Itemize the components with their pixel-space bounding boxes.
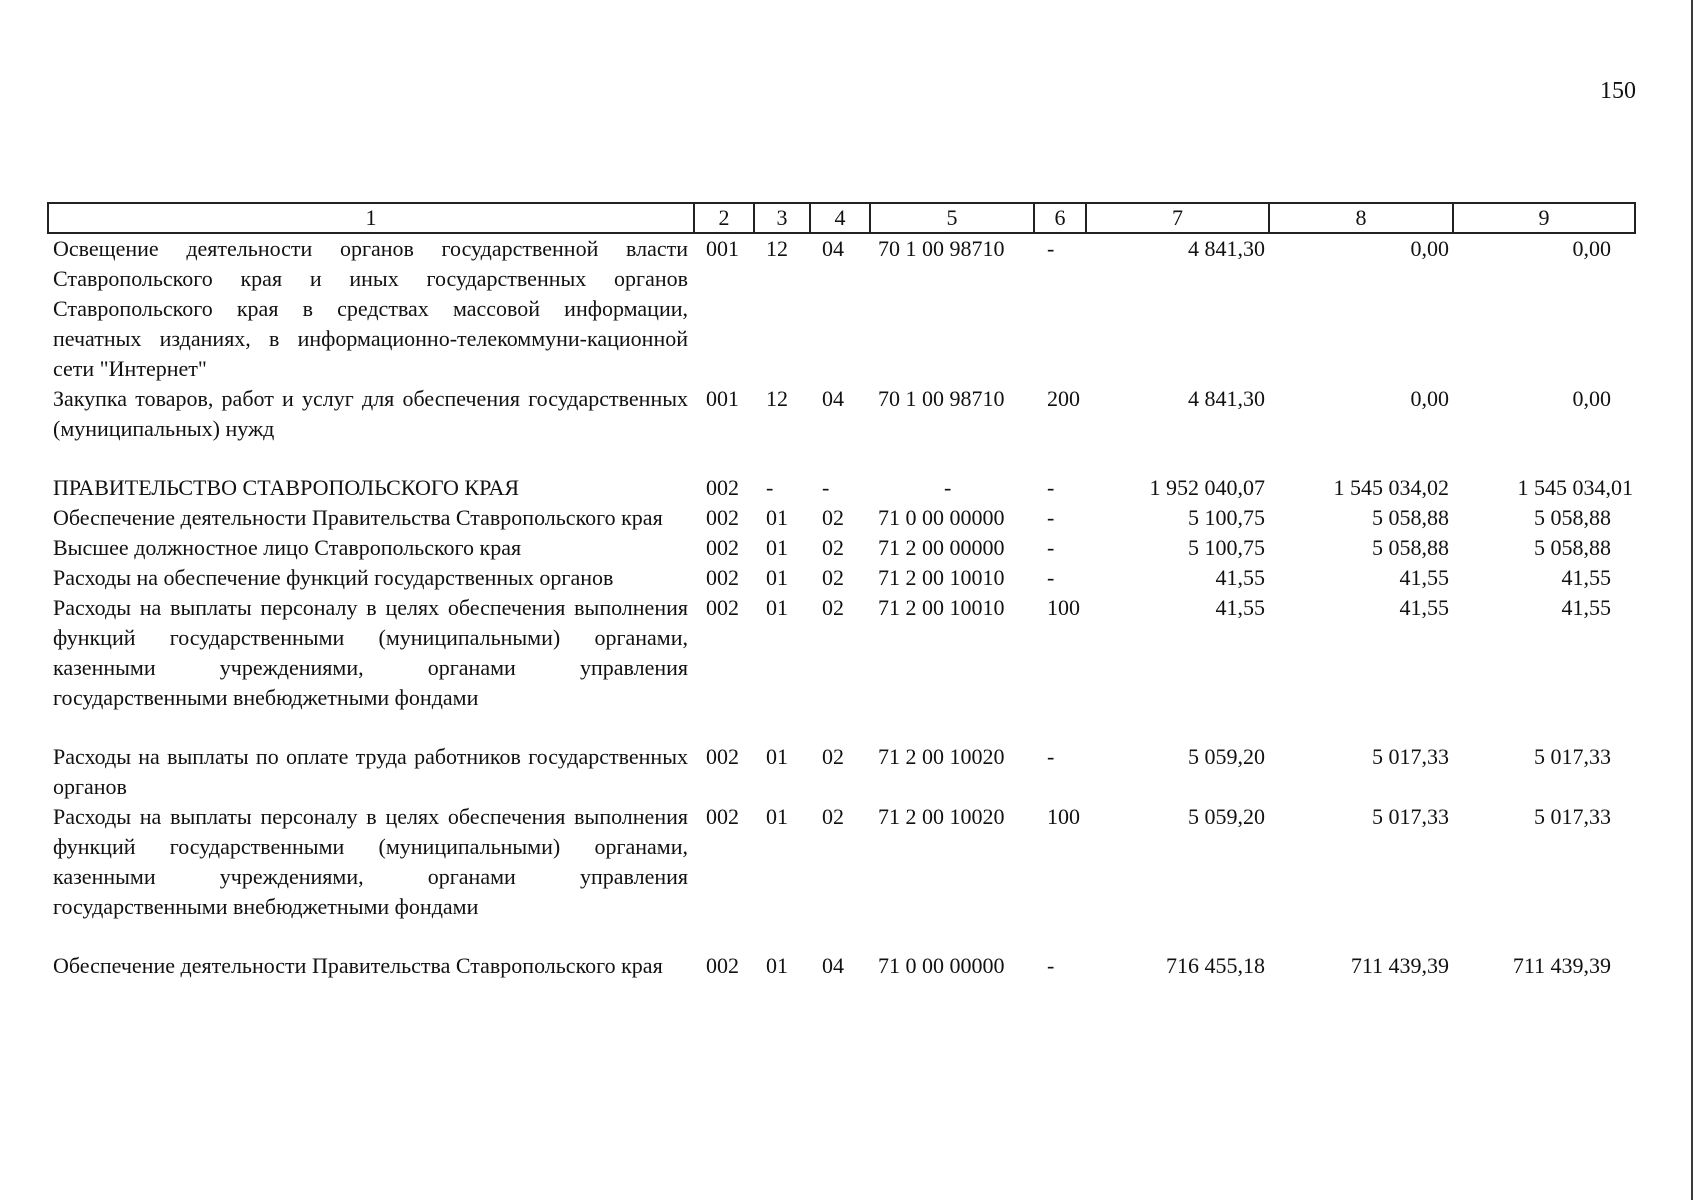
cell-code-2: 002 <box>706 535 739 560</box>
column-header: 9 <box>1453 203 1635 233</box>
cell-code-6: - <box>1047 236 1055 261</box>
row-name: Обеспечение деятельности Правительства Ставропольского края <box>53 953 663 978</box>
table-row <box>48 802 1635 951</box>
cell-amount-7: 41,55 <box>1215 565 1265 590</box>
cell-code-5: 71 2 00 00000 <box>878 535 1005 560</box>
cell-code-6: - <box>1047 535 1055 560</box>
cell-amount-9: 1 545 034,01 <box>1517 475 1633 500</box>
row-name: Освещение деятельности органов государственной власти Ставропольского края и иных государственных органов Ставропольского края в средствах массовой информации, печатных изданиях, в информационно-телекоммуни-кационной сети "Интернет" <box>53 236 688 381</box>
cell-code-3: 01 <box>766 953 788 978</box>
cell-code-4: 02 <box>822 535 844 560</box>
cell-code-4: 02 <box>822 565 844 590</box>
column-header: 4 <box>810 203 870 233</box>
cell-amount-8: 41,55 <box>1399 565 1449 590</box>
cell-amount-7: 5 059,20 <box>1188 744 1265 769</box>
cell-code-5: 71 2 00 10010 <box>878 595 1005 620</box>
cell-code-2: 002 <box>706 744 739 769</box>
cell-code-6: - <box>1047 953 1055 978</box>
cell-code-5: 70 1 00 98710 <box>878 386 1005 411</box>
table-row <box>48 384 1635 473</box>
cell-amount-8: 5 058,88 <box>1372 535 1449 560</box>
row-name: Высшее должностное лицо Ставропольского края <box>53 535 522 560</box>
table-row <box>48 533 1635 563</box>
row-name: Расходы на выплаты персоналу в целях обеспечения выполнения функций государственными (муниципальными) органами, казенными учреждениями, органами управления государственными внебюджетными фондами <box>53 804 688 919</box>
cell-amount-7: 4 841,30 <box>1188 236 1265 261</box>
page-number: 150 <box>1600 78 1636 104</box>
cell-code-6: - <box>1047 475 1055 500</box>
cell-amount-8: 5 058,88 <box>1372 505 1449 530</box>
cell-amount-8: 711 439,39 <box>1350 953 1449 978</box>
cell-code-5: 71 2 00 10020 <box>878 804 1005 829</box>
cell-amount-7: 4 841,30 <box>1188 386 1265 411</box>
cell-code-2: 002 <box>706 475 739 500</box>
cell-code-2: 001 <box>706 236 739 261</box>
cell-code-3: 01 <box>766 565 788 590</box>
cell-code-5: 70 1 00 98710 <box>878 236 1005 261</box>
cell-amount-8: 5 017,33 <box>1372 804 1449 829</box>
cell-code-2: 001 <box>706 386 739 411</box>
cell-amount-9: 0,00 <box>1572 236 1611 261</box>
cell-code-6: 100 <box>1047 595 1080 620</box>
cell-code-3: 01 <box>766 804 788 829</box>
cell-amount-7: 1 952 040,07 <box>1149 475 1265 500</box>
scan-edge-line <box>1691 0 1693 1200</box>
cell-code-4: - <box>822 475 830 500</box>
row-name: Расходы на выплаты персоналу в целях обеспечения выполнения функций государственными (муниципальными) органами, казенными учреждениями, органами управления государственными внебюджетными фондами <box>53 595 688 710</box>
row-name: Расходы на обеспечение функций государственных органов <box>53 565 614 590</box>
cell-amount-8: 0,00 <box>1410 386 1449 411</box>
cell-code-3: - <box>766 475 774 500</box>
cell-code-3: 01 <box>766 595 788 620</box>
cell-code-5: 71 2 00 10020 <box>878 744 1005 769</box>
cell-amount-7: 716 455,18 <box>1166 953 1265 978</box>
cell-code-2: 002 <box>706 505 739 530</box>
cell-code-4: 02 <box>822 595 844 620</box>
row-name: ПРАВИТЕЛЬСТВО СТАВРОПОЛЬСКОГО КРАЯ <box>53 475 520 500</box>
cell-code-3: 01 <box>766 505 788 530</box>
table-row <box>48 473 1635 503</box>
cell-code-5: 71 0 00 00000 <box>878 505 1005 530</box>
cell-code-3: 01 <box>766 744 788 769</box>
column-header: 3 <box>754 203 810 233</box>
cell-code-6: 100 <box>1047 804 1080 829</box>
cell-code-4: 04 <box>822 236 844 261</box>
table-row <box>48 503 1635 533</box>
column-header: 1 <box>48 203 694 233</box>
cell-amount-7: 5 100,75 <box>1188 505 1265 530</box>
cell-code-5: 71 2 00 10010 <box>878 565 1005 590</box>
cell-code-3: 01 <box>766 535 788 560</box>
cell-amount-8: 41,55 <box>1399 595 1449 620</box>
cell-code-2: 002 <box>706 595 739 620</box>
cell-code-6: - <box>1047 744 1055 769</box>
cell-code-6: 200 <box>1047 386 1080 411</box>
row-name: Расходы на выплаты по оплате труда работников государственных органов <box>53 744 688 799</box>
table-row <box>48 563 1635 593</box>
cell-amount-8: 5 017,33 <box>1372 744 1449 769</box>
table-row <box>48 233 1635 384</box>
cell-code-6: - <box>1047 565 1055 590</box>
table-row <box>48 951 1635 981</box>
cell-code-4: 02 <box>822 505 844 530</box>
cell-amount-9: 711 439,39 <box>1512 953 1611 978</box>
cell-code-4: 04 <box>822 953 844 978</box>
cell-amount-9: 5 017,33 <box>1534 804 1611 829</box>
cell-code-2: 002 <box>706 804 739 829</box>
cell-code-3: 12 <box>766 386 788 411</box>
column-header: 2 <box>694 203 754 233</box>
column-header: 5 <box>870 203 1034 233</box>
cell-amount-9: 5 017,33 <box>1534 744 1611 769</box>
cell-amount-9: 0,00 <box>1572 386 1611 411</box>
cell-code-2: 002 <box>706 953 739 978</box>
column-header: 7 <box>1086 203 1269 233</box>
budget-table <box>47 202 1636 981</box>
cell-amount-9: 41,55 <box>1561 565 1611 590</box>
table-row <box>48 593 1635 742</box>
cell-code-4: 02 <box>822 804 844 829</box>
cell-code-6: - <box>1047 505 1055 530</box>
cell-code-2: 002 <box>706 565 739 590</box>
cell-amount-9: 41,55 <box>1561 595 1611 620</box>
row-name: Обеспечение деятельности Правительства Ставропольского края <box>53 505 663 530</box>
cell-code-3: 12 <box>766 236 788 261</box>
cell-code-4: 04 <box>822 386 844 411</box>
cell-amount-8: 0,00 <box>1410 236 1449 261</box>
column-header: 8 <box>1269 203 1453 233</box>
row-name: Закупка товаров, работ и услуг для обеспечения государственных (муниципальных) нужд <box>53 386 688 441</box>
cell-amount-9: 5 058,88 <box>1534 535 1611 560</box>
cell-amount-8: 1 545 034,02 <box>1333 475 1449 500</box>
cell-amount-7: 5 059,20 <box>1188 804 1265 829</box>
cell-code-4: 02 <box>822 744 844 769</box>
cell-amount-7: 41,55 <box>1215 595 1265 620</box>
cell-code-5: - <box>944 475 952 500</box>
cell-code-5: 71 0 00 00000 <box>878 953 1005 978</box>
column-header: 6 <box>1034 203 1086 233</box>
table-row <box>48 742 1635 802</box>
cell-amount-9: 5 058,88 <box>1534 505 1611 530</box>
header-row <box>48 203 1635 233</box>
cell-amount-7: 5 100,75 <box>1188 535 1265 560</box>
